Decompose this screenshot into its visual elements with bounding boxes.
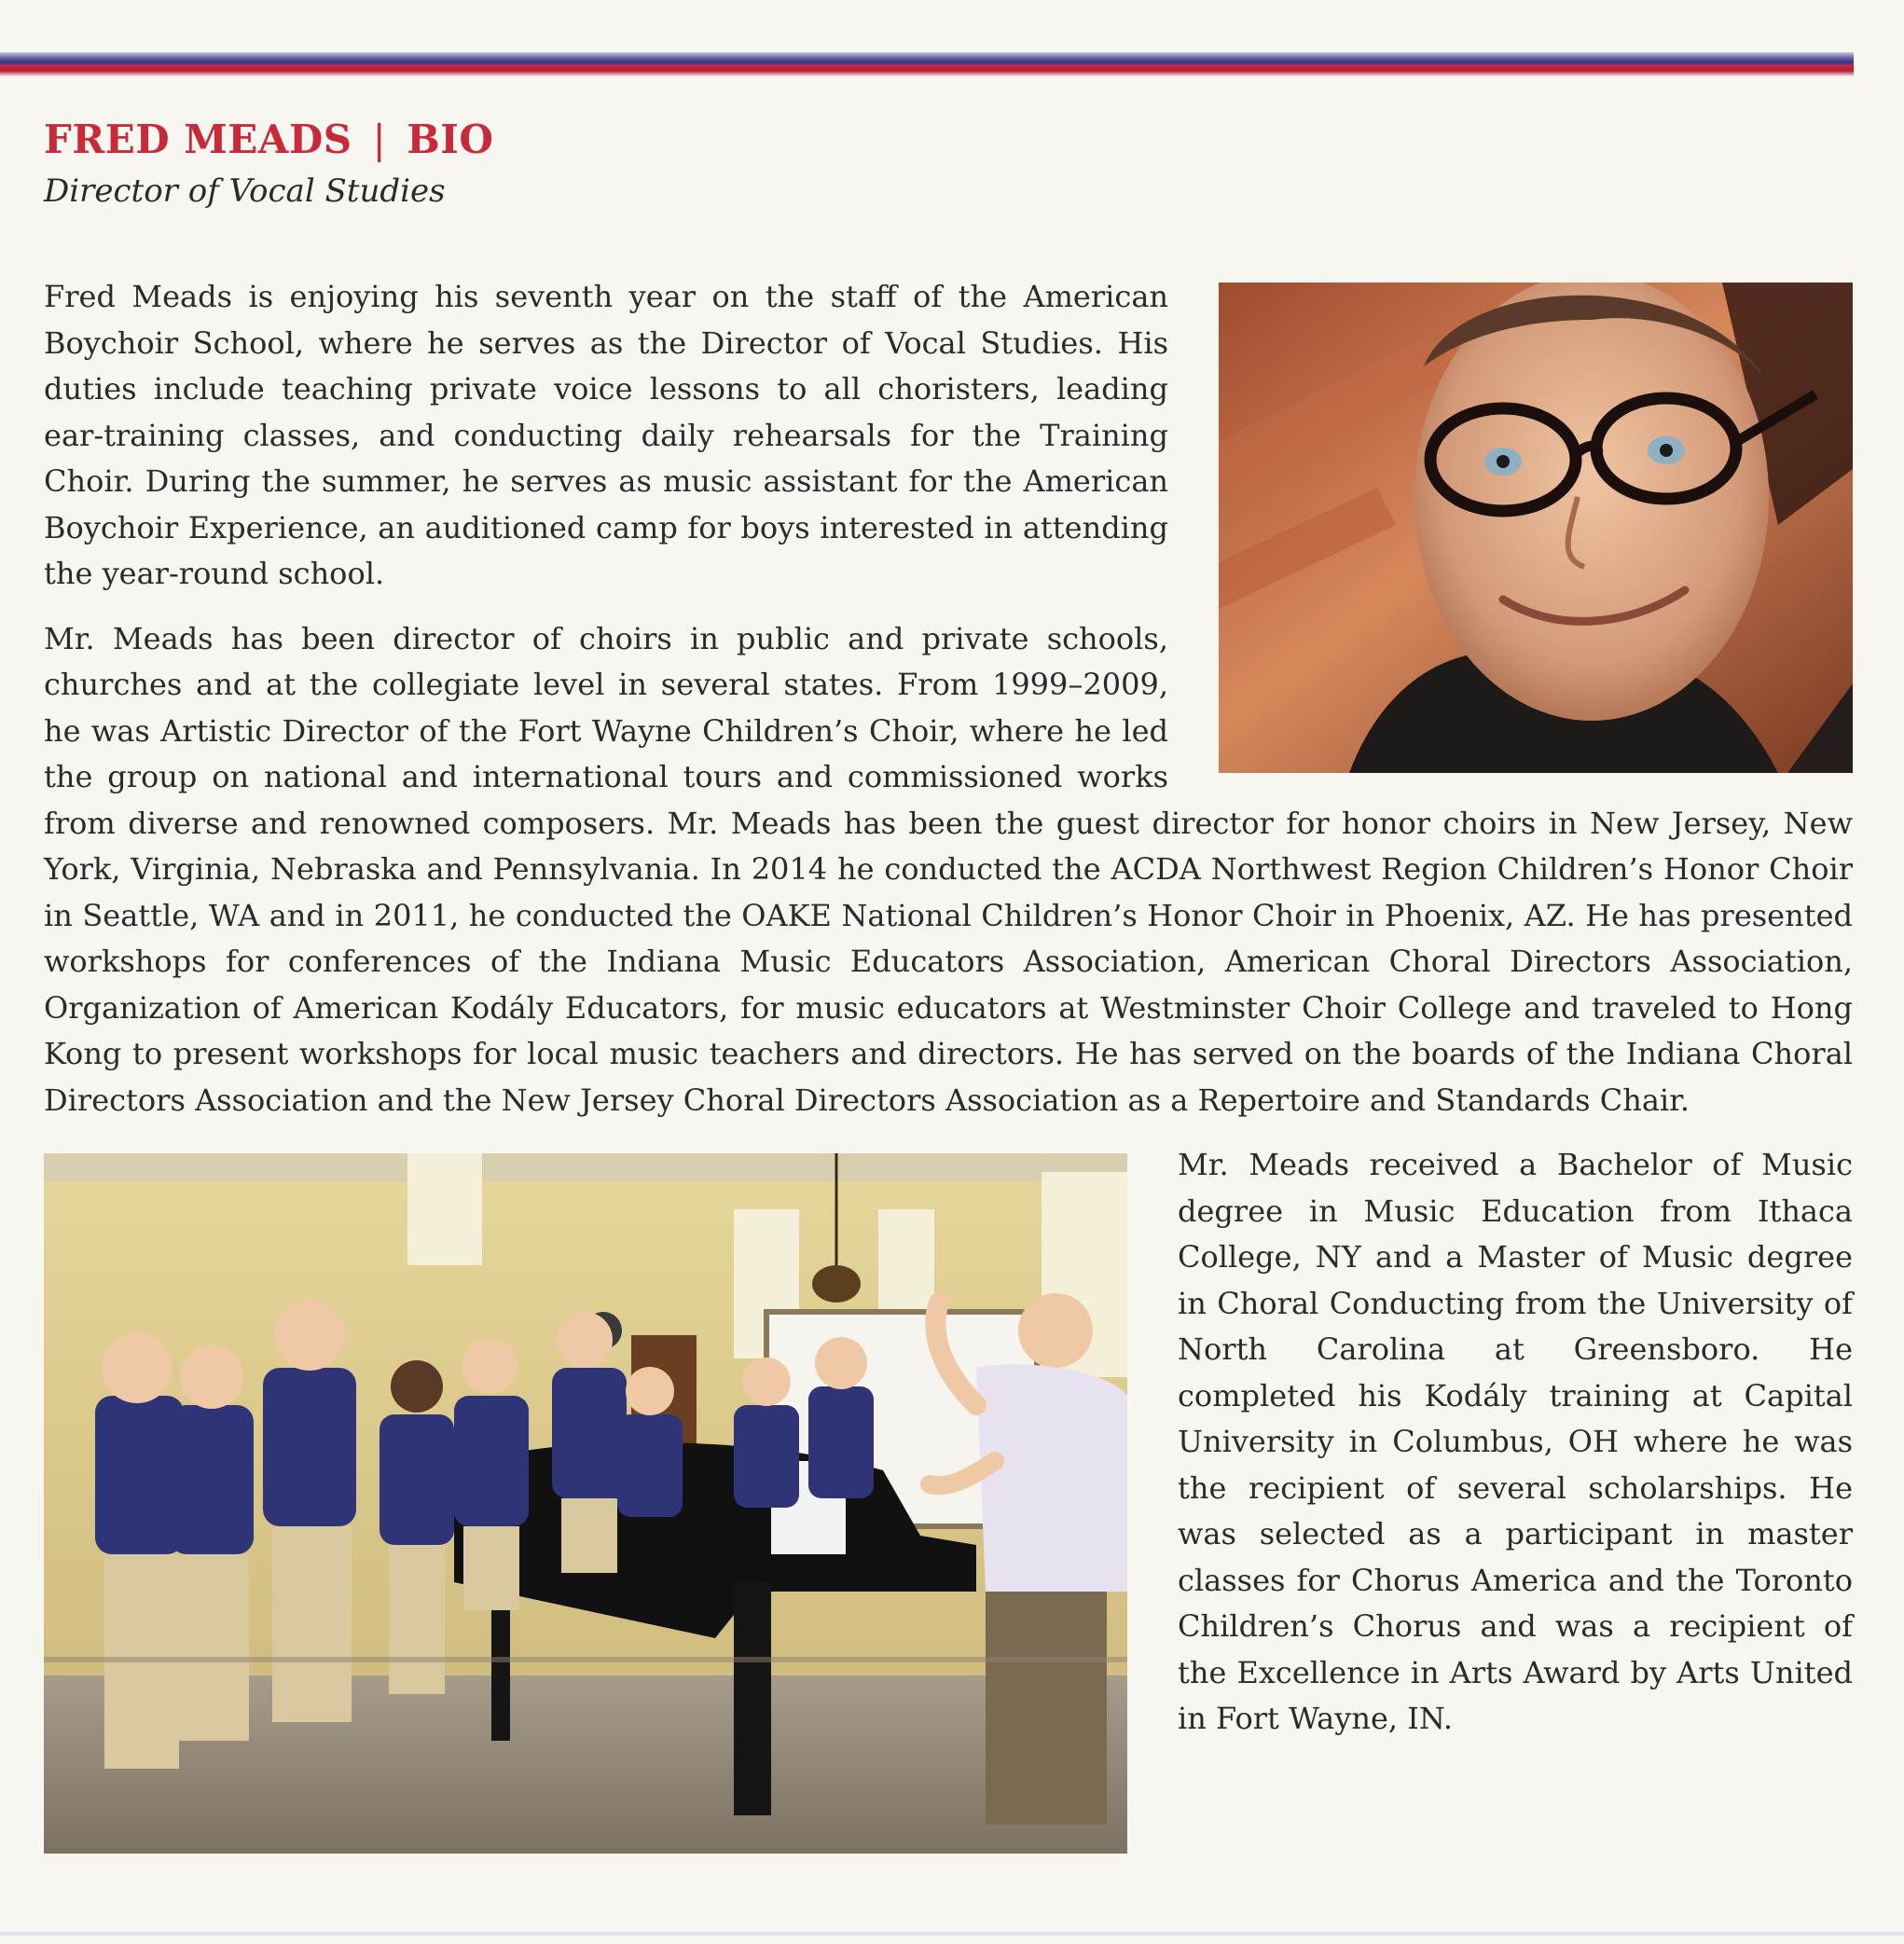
title-name: FRED MEADS [44,117,352,162]
choir-photo [44,1153,1127,1854]
footer-rule [0,1932,1904,1936]
title-section: BIO [407,117,494,162]
title-separator: | [372,117,387,162]
portrait-image [1219,283,1853,773]
bio-paragraph-3: Mr. Meads received a Bachelor of Music degree in Music Education from Ithaca College, NY and a Master of Music degree in Choral Conducting from the University of North Carolina at Greensboro. He completed his Kodály training at Capital University in Columbus, OH where he was the recipient of several scholarships. He was selected as a participant in master classes for Chorus America and the Toronto Children’s Chorus and was a recipient of the Excellence in Arts Award by Arts United in Fort Wayne, IN. [1178,1147,1853,1736]
bio-paragraph-2-text: Mr. Meads has been director of choirs in public and private schools, churches and at the collegiate level in several states. From 1999–2009, he was Artistic Director of the Fort Wayne Children’s Choir, where he led the group on national and international tours and commissioned works from diverse and renowned composers. Mr. Meads has been the guest director for honor choirs in New Jersey, New York, Virginia, Nebraska and Pennsylvania. In 2014 he conducted the ACDA Northwest Region Children’s Honor Choir in Seattle, WA and in 2011, he conducted the OAKE National Children’s Honor Choir in Phoenix, AZ. He has presented workshops for conferences of the Indiana Music Educators Association, American Choral Directors Association, Organization of American Kodály Educators, for music educators at Westminster Choir College and traveled to Hong Kong to present workshops for local music teachers and directors. He has served on the boards of the Indiana Choral Directors Association and the New Jersey Choral Directors Association as a Repertoire and Standards Chair. [44,620,1853,1118]
page-title [44,112,494,168]
portrait-photo [1219,283,1853,773]
bio-paragraph-1: Fred Meads is enjoying his seventh year on the staff of the American Boychoir School, where he serves as the Director of Vocal Studies. His duties include teaching private voice lessons to all choristers, leading ear-training classes, and conducting daily rehearsals for the Training Choir. During the summer, he serves as music assistant for the American Boychoir Experience, an auditioned camp for boys interested in attending the year-round school. [44,279,1168,591]
page-subtitle: Director of Vocal Studies [44,172,446,210]
header [44,112,494,214]
choir-image [44,1153,1127,1854]
bio-body [44,274,1853,1854]
header-rule [0,52,1854,76]
